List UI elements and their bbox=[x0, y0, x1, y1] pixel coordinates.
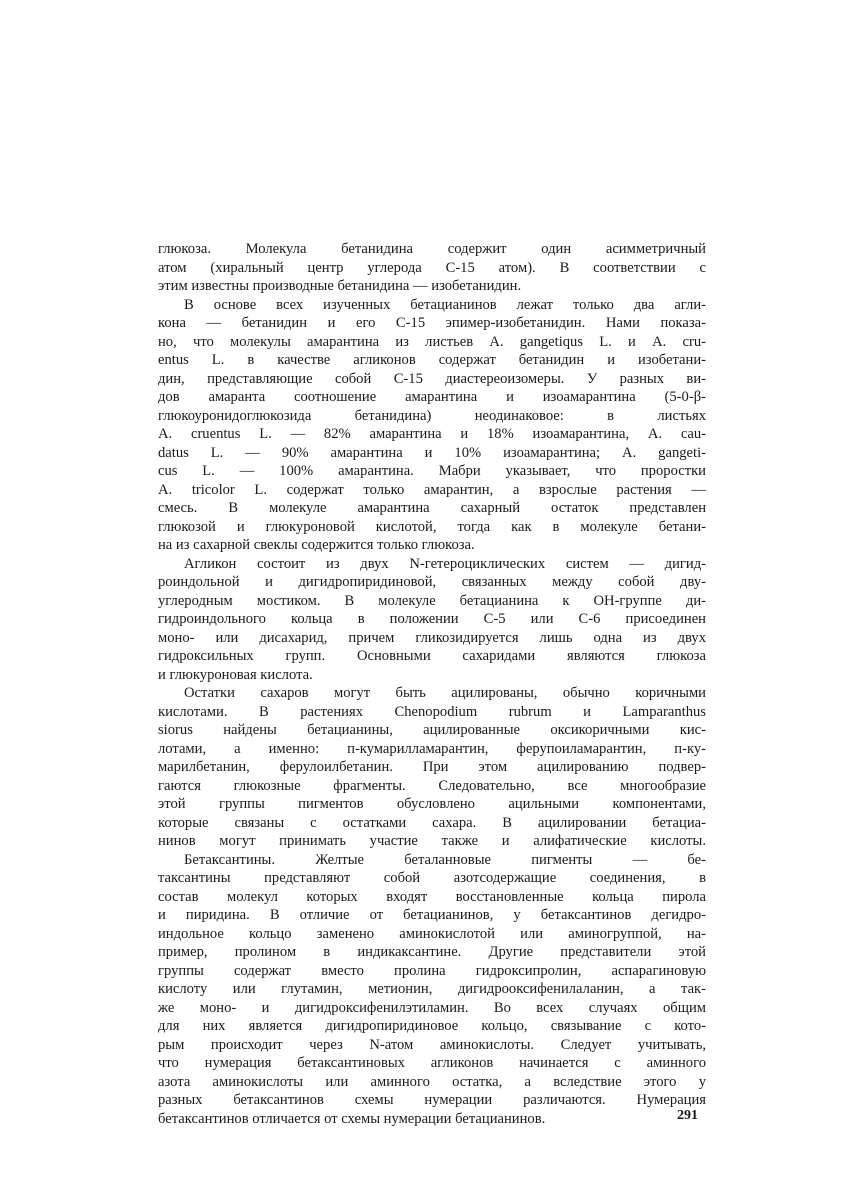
text-line: кислотами. В растениях Chenopodium rubrum и Lamparanthus bbox=[158, 703, 706, 720]
text-line: Остатки сахаров могут быть ацилированы, обычно коричными bbox=[184, 685, 706, 701]
text-line: и пиридина. В отличие от бетацианинов, у бетаксантинов дегидро- bbox=[158, 907, 706, 923]
text-line: азота аминокислоты или аминного остатка, а вследствие этого у bbox=[158, 1073, 706, 1090]
text-line: атом (хиральный центр углерода С-15 атом). В соответствии с bbox=[158, 259, 706, 276]
text-line: глюкозой и глюкуроновой кислотой, тогда как в молекуле бетани- bbox=[158, 518, 706, 535]
text-line: марилбетанин, ферулоилбетанин. При этом ацилированию подвер- bbox=[158, 759, 706, 775]
text-line: нинов могут принимать участие также и алифатические кислоты. bbox=[158, 833, 706, 849]
text-line: индольное кольцо заменено аминокислотой или аминогруппой, на- bbox=[158, 925, 706, 942]
text-line: entus L. в качестве агликонов содержат бетанидин и изобетани- bbox=[158, 352, 706, 368]
text-line: A. tricolor L. содержат только амарантин, а взрослые растения — bbox=[158, 481, 706, 498]
text-line: datus L. — 90% амарантина и 10% изоамарантина; A. gangeti- bbox=[158, 444, 706, 461]
text-line: cus L. — 100% амарантина. Мабри указывает, что проростки bbox=[158, 463, 706, 479]
text-line: В основе всех изученных бетацианинов лежат только два агли- bbox=[184, 296, 706, 313]
text-line: гидроксильных групп. Основными сахаридами являются глюкоза bbox=[158, 648, 706, 664]
text-line: бетаксантинов отличается от схемы нумерации бетацианинов. bbox=[158, 1110, 546, 1127]
text-line: пример, пролином в индикаксантине. Другие представители этой bbox=[158, 944, 706, 960]
text-line: но, что молекулы амарантина из листьев A. gangetiqus L. и A. cru- bbox=[158, 333, 706, 350]
text-line: таксантины представляют собой азотсодержащие соединения, в bbox=[158, 870, 706, 886]
text-line: этим известны производные бетанидина — изобетанидин. bbox=[158, 278, 522, 294]
text-line: роиндольной и дигидропиридиновой, связанных между собой дву- bbox=[158, 574, 706, 590]
text-line: глюкоза. Молекула бетанидина содержит один асимметричный bbox=[158, 241, 706, 257]
text-line: рым происходит через N-атом аминокислоты. Следует учитывать, bbox=[158, 1036, 706, 1053]
page-number: 291 bbox=[677, 1108, 698, 1123]
text-line: же моно- и дигидроксифенилэтиламин. Во всех случаях общим bbox=[158, 999, 706, 1016]
text-line: на из сахарной свеклы содержится только глюкоза. bbox=[158, 537, 475, 553]
text-line: кислоту или глутамин, метионин, дигидрооксифенилаланин, а так- bbox=[158, 981, 706, 997]
text-line: что нумерация бетаксантиновых агликонов начинается с аминного bbox=[158, 1055, 706, 1071]
text-line: гидроиндольного кольца в положении С-5 или С-6 присоединен bbox=[158, 611, 706, 627]
text-line: разных бетаксантинов схемы нумерации различаются. Нумерация bbox=[158, 1092, 706, 1108]
text-line: углеродным мостиком. В молекуле бетацианина к ОН-группе ди- bbox=[158, 592, 706, 609]
text-line: A. cruentus L. — 82% амарантина и 18% изоамарантина, A. cau- bbox=[158, 426, 706, 442]
text-line: и глюкуроновая кислота. bbox=[158, 666, 313, 683]
text-line: которые связаны с остатками сахара. В ацилировании бетациа- bbox=[158, 814, 706, 831]
text-line: смесь. В молекуле амарантина сахарный остаток представлен bbox=[158, 500, 706, 516]
text-line: гаются глюкозные фрагменты. Следовательно, все многообразие bbox=[158, 777, 706, 794]
text-line: Агликон состоит из двух N-гетероциклических систем — дигид- bbox=[184, 555, 706, 572]
text-line: глюкоуронидоглюкозида бетанидина) неодинаковое: в листьях bbox=[158, 407, 706, 424]
text-line: лотами, а именно: п-кумарилламарантин, ферупоиламарантин, п-ку- bbox=[158, 740, 706, 757]
text-line: siorus найдены бетацианины, ацилированные оксикоричными кис- bbox=[158, 722, 706, 738]
body-text bbox=[158, 240, 706, 1128]
text-line: моно- или дисахарид, причем гликозидируется лишь одна из двух bbox=[158, 629, 706, 646]
text-line: группы содержат вместо пролина гидроксипролин, аспарагиновую bbox=[158, 962, 706, 979]
text-line: этой группы пигментов обусловлено ацильными компонентами, bbox=[158, 796, 706, 812]
text-line: состав молекул которых входят восстановленные кольца пирола bbox=[158, 888, 706, 905]
text-line: кона — бетанидин и его С-15 эпимер-изобетанидин. Нами показа- bbox=[158, 315, 706, 331]
text-line: дов амаранта соотношение амарантина и изоамарантина (5-0-β- bbox=[158, 389, 706, 405]
text-line: Бетаксантины. Желтые беталанновые пигменты — бе- bbox=[184, 851, 706, 868]
text-line: для них является дигидропиридиновое кольцо, связывание с кото- bbox=[158, 1018, 706, 1034]
text-line: дин, представляющие собой С-15 диастереоизомеры. У разных ви- bbox=[158, 370, 706, 387]
